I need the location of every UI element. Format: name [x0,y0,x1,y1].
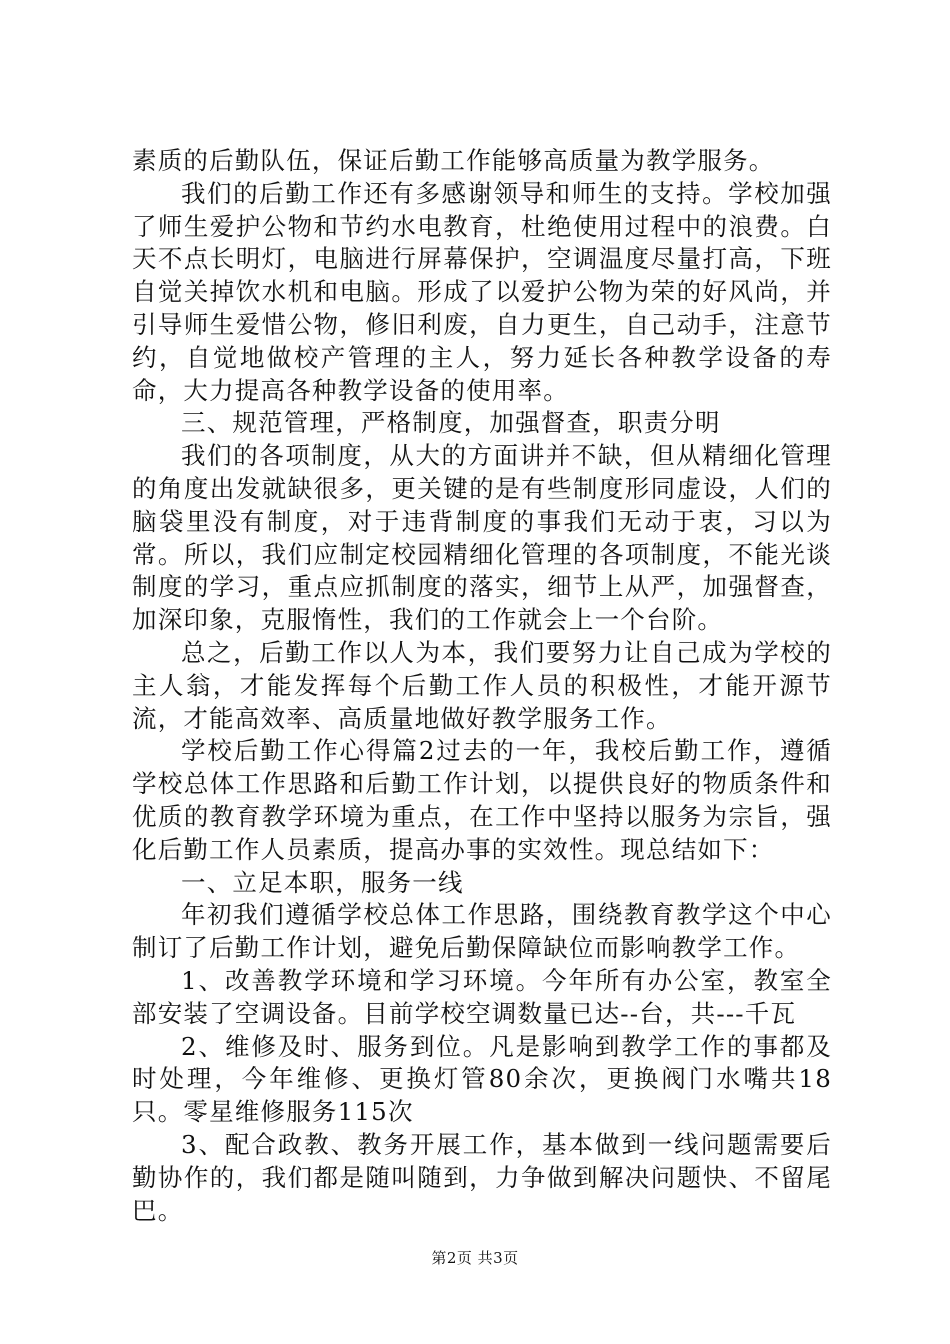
list-item-3: 3、配合政教、教务开展工作，基本做到一线问题需要后勤协作的，我们都是随叫随到，力争做到解决问题快、不留尾巴。 [132,1129,832,1225]
paragraph-article-2-intro: 学校后勤工作心得篇2过去的一年，我校后勤工作，遵循学校总体工作思路和后勤工作计划，以提供良好的物质条件和优质的教育教学环境为重点，在工作中坚持以服务为宗旨，强化后勤工作人员素质，提高办事的实效性。现总结如下： [132,736,832,864]
section-heading-3: 三、规范管理，严格制度，加强督查，职责分明 [181,408,721,438]
paragraph-conservation: 我们的后勤工作还有多感谢领导和师生的支持。学校加强了师生爱护公物和节约水电教育，杜绝使用过程中的浪费。白天不点长明灯，电脑进行屏幕保护，空调温度尽量打高，下班自觉关掉饮水机和电脑。形成了以爱护公物为荣的好风尚，并引导师生爱惜公物，修旧利废，自力更生，自己动手，注意节约，自觉地做校产管理的主人，努力延长各种教学设备的寿命，大力提高各种教学设备的使用率。 [132,178,832,405]
paragraph-plan: 年初我们遵循学校总体工作思路，围绕教育教学这个中心制订了后勤工作计划，避免后勤保障缺位而影响教学工作。 [132,900,832,963]
paragraph-summary: 总之，后勤工作以人为本，我们要努力让自己成为学校的主人翁，才能发挥每个后勤工作人员的积极性，才能开源节流，才能高效率、高质量地做好教学服务工作。 [132,637,832,733]
list-item-1: 1、改善教学环境和学习环境。今年所有办公室，教室全部安装了空调设备。目前学校空调数量已达--台，共---千瓦 [132,965,832,1028]
section-heading-1: 一、立足本职，服务一线 [181,867,464,897]
page-footer: 第2页 共3页 [431,1249,519,1267]
document-body [132,145,832,1227]
paragraph-continuation: 素质的后勤队伍，保证后勤工作能够高质量为教学服务。 [132,146,775,175]
list-item-2: 2、维修及时、服务到位。凡是影响到教学工作的事都及时处理，今年维修、更换灯管80余次，更换阀门水嘴共18只。零星维修服务115次 [132,1031,832,1127]
paragraph-regulations: 我们的各项制度，从大的方面讲并不缺，但从精细化管理的角度出发就缺很多，更关键的是有些制度形同虚设，人们的脑袋里没有制度，对于违背制度的事我们无动于衷，习以为常。所以，我们应制定校园精细化管理的各项制度，不能光谈制度的学习，重点应抓制度的落实，细节上从严，加强督查，加深印象，克服惰性，我们的工作就会上一个台阶。 [132,441,832,635]
